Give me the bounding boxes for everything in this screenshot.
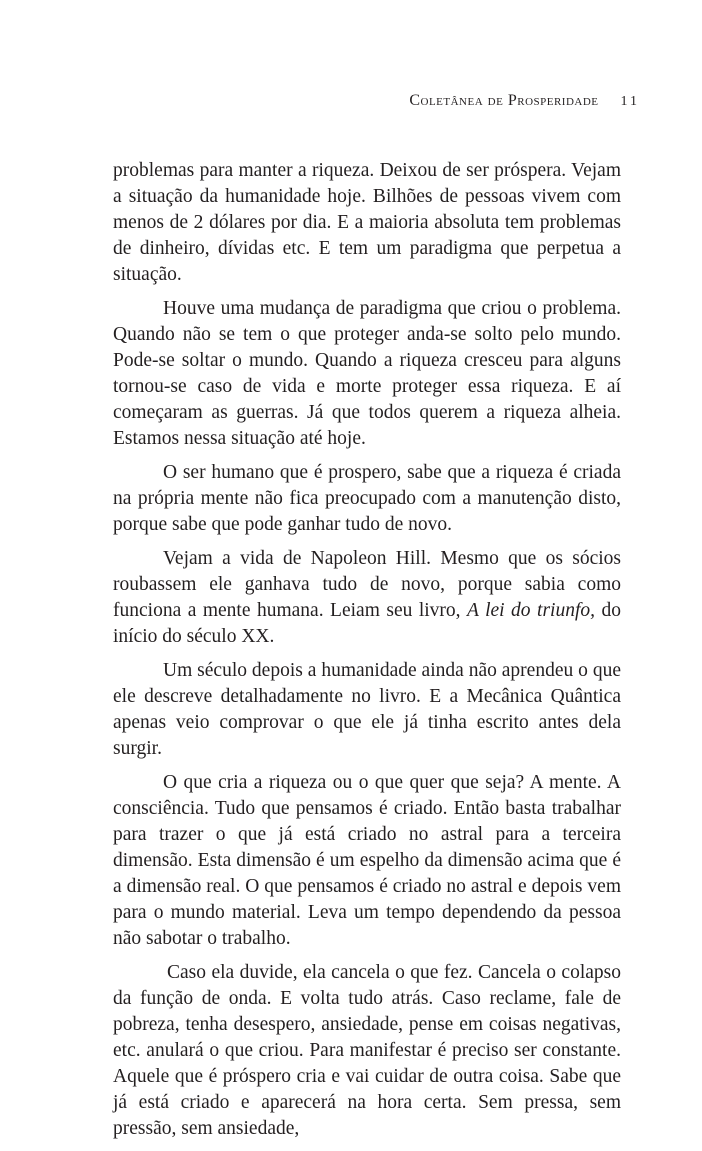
paragraph-7: Caso ela duvide, ela cancela o que fez. Cancela o colapso da função de onda. E volta tudo atrás. Caso reclame, fale de pobreza, tenha desespero, ansiedade, pense em coisas negativas, etc. anulará o que criou. Para manifestar é preciso ser constante. Aquele que é próspero cria e vai cuidar de outra coisa. Sabe que já está criado e aparecerá na hora certa. Sem pressa, sem pressão, sem ansiedade, xyxy=(113,962,621,1139)
paragraph-2: Houve uma mudança de paradigma que criou o problema. Quando não se tem o que proteger anda-se solto pelo mundo. Pode-se soltar o mundo. Quando a riqueza cresceu para alguns tornou-se caso de vida e morte proteger essa riqueza. E aí começaram as guerras. Já que todos querem a riqueza alheia. Estamos nessa situação até hoje. xyxy=(113,298,621,449)
paragraph-3: O ser humano que é prospero, sabe que a riqueza é criada na própria mente não fica preocupado com a manutenção disto, porque sabe que pode ganhar tudo de novo. xyxy=(113,462,621,535)
book-title: Coletânea de Prosperidade xyxy=(409,92,599,109)
paragraph-4-text-after: do início do século XX. xyxy=(113,600,621,647)
paragraph-6: O que cria a riqueza ou o que quer que seja? A mente. A consciência. Tudo que pensamos é criado. Então basta trabalhar para trazer o que já está criado no astral para a terceira dimensão. Esta dimensão é um espelho da dimensão acima que é a dimensão real. O que pensamos é criado no astral e depois vem para o mundo material. Leva um tempo dependendo da pessoa não sabotar o trabalho. xyxy=(113,772,621,949)
paragraph-5: Um século depois a humanidade ainda não aprendeu o que ele descreve detalhadamente no livro. E a Mecânica Quântica apenas veio comprovar o que ele já tinha escrito antes dela surgir. xyxy=(113,660,621,759)
page-number: 11 xyxy=(620,94,640,109)
book-title-reference: A lei do triunfo, xyxy=(467,600,596,621)
paragraph-4-text-before: Vejam a vida de Napoleon Hill. Mesmo que os sócios roubassem ele ganhava tudo de novo, porque sabia como funciona a mente humana. Leiam seu livro, xyxy=(113,548,621,621)
paragraph-1: problemas para manter a riqueza. Deixou de ser próspera. Vejam a situação da humanidade hoje. Bilhões de pessoas vivem com menos de 2 dólares por dia. E a maioria absoluta tem problemas de dinheiro, dívidas etc. E tem um paradigma que perpetua a situação. xyxy=(113,160,621,285)
body-text xyxy=(113,158,621,1150)
running-header xyxy=(409,92,640,110)
paragraph-4 xyxy=(113,546,621,650)
